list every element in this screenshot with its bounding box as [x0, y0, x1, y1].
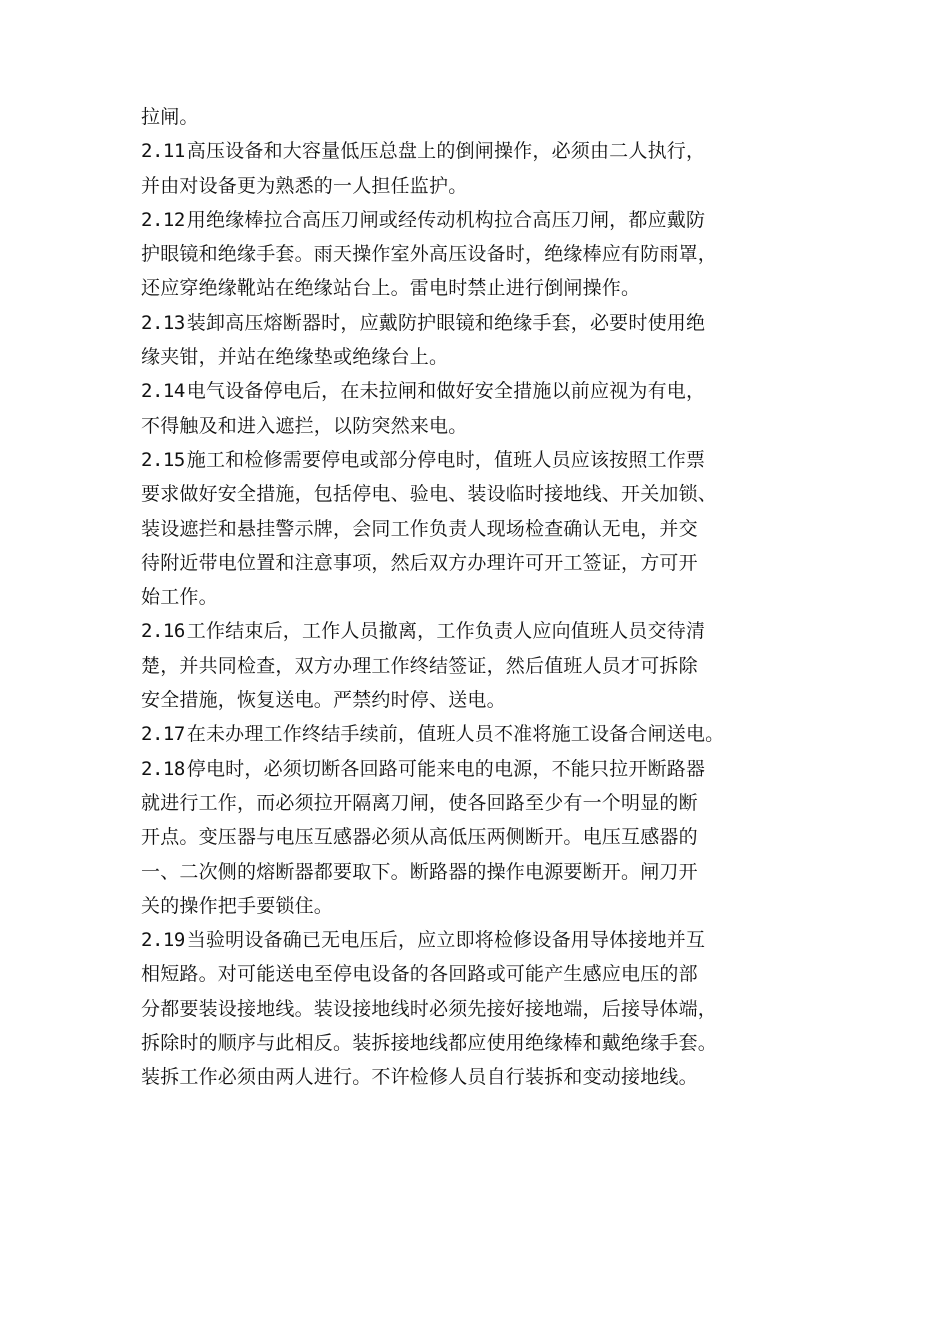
text-line — [141, 957, 811, 991]
text-line — [141, 203, 811, 237]
clause-text: 缘夹钳，并站在绝缘垫或绝缘台上。 — [141, 346, 449, 369]
clause-text: 停电时，必须切断各回路可能来电的电源，不能只拉开断路器 — [186, 757, 706, 780]
clause-number: 2.17 — [141, 723, 185, 746]
text-line — [141, 340, 811, 374]
clause-number: 2.15 — [141, 448, 185, 471]
text-line — [141, 443, 811, 477]
text-line — [141, 923, 811, 957]
text-line — [141, 820, 811, 854]
clause-text: 工作结束后，工作人员撤离，工作负责人应向值班人员交待清 — [186, 620, 706, 643]
clause-text: 安全措施，恢复送电。严禁约时停、送电。 — [141, 689, 506, 712]
clause-number: 2.16 — [141, 620, 185, 643]
clause-text: 就进行工作，而必须拉开隔离刀闸，使各回路至少有一个明显的断 — [141, 791, 698, 814]
text-line — [141, 614, 811, 648]
text-line — [141, 409, 811, 443]
clause-text: 拉闸。 — [141, 106, 199, 128]
text-line — [141, 889, 811, 923]
clause-text: 在未办理工作终结手续前，值班人员不准将施工设备合闸送电。 — [186, 723, 725, 746]
clause-text: 装设遮拦和悬挂警示牌，会同工作负责人现场检查确认无电，并交 — [141, 517, 698, 540]
text-line — [141, 683, 811, 717]
clause-text: 关的操作把手要锁住。 — [141, 894, 334, 917]
text-line — [141, 512, 811, 546]
clause-text: 拆除时的顺序与此相反。装拆接地线都应使用绝缘棒和戴绝缘手套。 — [141, 1032, 718, 1055]
clause-number: 2.18 — [141, 757, 185, 780]
text-line — [141, 649, 811, 683]
clause-number: 2.13 — [141, 311, 185, 334]
text-line — [141, 271, 811, 305]
clause-number: 2.14 — [141, 380, 185, 403]
text-line — [141, 992, 811, 1026]
text-line — [141, 752, 811, 786]
text-line — [141, 374, 811, 408]
text-line — [141, 169, 811, 203]
text-line — [141, 546, 811, 580]
clause-text: 电气设备停电后，在未拉闸和做好安全措施以前应视为有电， — [186, 380, 706, 403]
clause-text: 楚，并共同检查，双方办理工作终结签证，然后值班人员才可拆除 — [141, 654, 698, 677]
clause-text: 不得触及和进入遮拦，以防突然来电。 — [141, 414, 468, 437]
document-body — [141, 100, 811, 1095]
text-line — [141, 477, 811, 511]
text-line — [141, 1026, 811, 1060]
text-line — [141, 580, 811, 614]
clause-text: 护眼镜和绝缘手套。雨天操作室外高压设备时，绝缘棒应有防雨罩， — [141, 243, 718, 266]
clause-text: 用绝缘棒拉合高压刀闸或经传动机构拉合高压刀闸，都应戴防 — [186, 208, 706, 231]
text-line — [141, 306, 811, 340]
clause-text: 装卸高压熔断器时，应戴防护眼镜和绝缘手套，必要时使用绝 — [186, 311, 706, 334]
clause-text: 相短路。对可能送电至停电设备的各回路或可能产生感应电压的部 — [141, 963, 698, 986]
text-line — [141, 134, 811, 168]
clause-text: 要求做好安全措施，包括停电、验电、装设临时接地线、开关加锁、 — [141, 483, 718, 506]
clause-text: 一、二次侧的熔断器都要取下。断路器的操作电源要断开。闸刀开 — [141, 860, 698, 883]
clause-number: 2.19 — [141, 929, 185, 952]
text-line — [141, 717, 811, 751]
clause-text: 并由对设备更为熟悉的一人担任监护。 — [141, 174, 468, 197]
clause-text: 施工和检修需要停电或部分停电时，值班人员应该按照工作票 — [186, 448, 706, 471]
clause-number: 2.11 — [141, 140, 185, 163]
clause-text: 当验明设备确已无电压后，应立即将检修设备用导体接地并互 — [186, 929, 706, 952]
clause-number: 2.12 — [141, 208, 185, 231]
text-line — [141, 855, 811, 889]
clause-text: 待附近带电位置和注意事项，然后双方办理许可开工签证，方可开 — [141, 551, 698, 574]
text-line — [141, 237, 811, 271]
text-line — [141, 786, 811, 820]
clause-text: 装拆工作必须由两人进行。不许检修人员自行装拆和变动接地线。 — [141, 1066, 698, 1089]
clause-text: 还应穿绝缘靴站在绝缘站台上。雷电时禁止进行倒闸操作。 — [141, 277, 641, 300]
clause-text: 开点。变压器与电压互感器必须从高低压两侧断开。电压互感器的 — [141, 826, 698, 849]
clause-text: 高压设备和大容量低压总盘上的倒闸操作，必须由二人执行， — [186, 140, 706, 163]
clause-text: 始工作。 — [141, 586, 218, 609]
text-line — [141, 1060, 811, 1094]
text-line — [141, 100, 811, 134]
clause-text: 分都要装设接地线。装设接地线时必须先接好接地端，后接导体端， — [141, 997, 718, 1020]
